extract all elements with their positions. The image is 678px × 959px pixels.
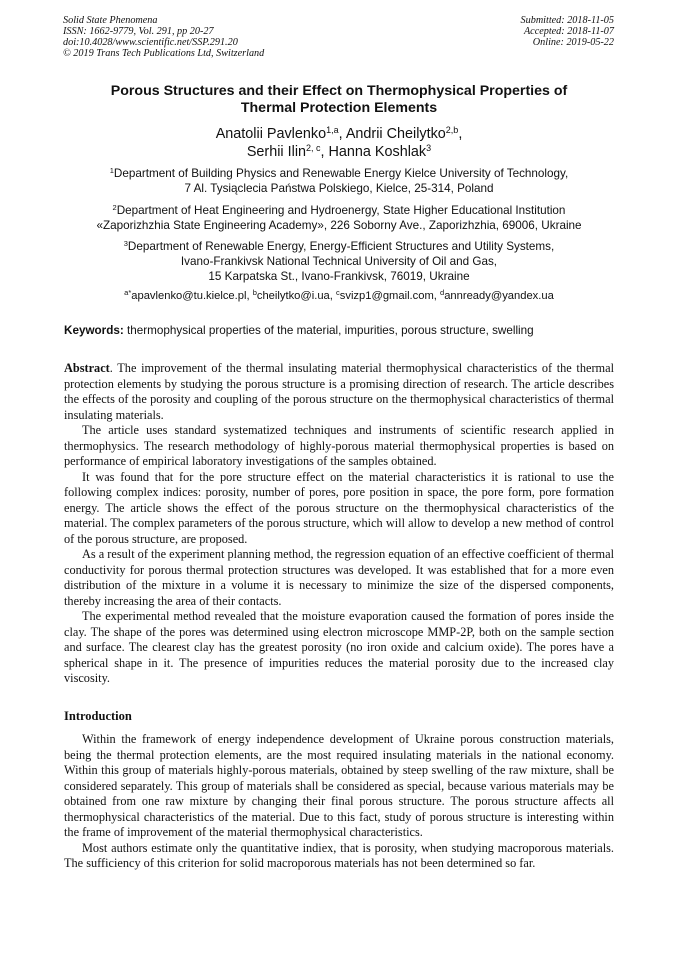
abstract-paragraph: The article uses standard systematized techniques and instruments of scientific research applied in thermophysics. The research methodology of highly-porous material thermophysical properties is based on performance of empirical laboratory investigations of the samples obtained. xyxy=(64,423,614,468)
author-superscript: 1,a xyxy=(326,125,339,135)
email-link: annready@yandex.ua xyxy=(444,290,554,302)
introduction xyxy=(64,732,614,872)
author-name: Serhii Ilin xyxy=(246,144,307,160)
abstract-paragraph: It was found that for the pore structure effect on the material characteristics it is rational to use the following complex indices: porosity, number of pores, pore position in space, the pore form, pore formation energy. The article shows the effect of the porous structure on the thermophysical characteristics of the material. The complex parameters of the porous structure, which will allow to develop a new method of control of the porous structure, are proposed. xyxy=(64,469,614,546)
author-superscript: 2,b xyxy=(445,125,459,135)
submitted-date: Submitted: 2018-11-05 xyxy=(520,15,614,26)
introduction-heading: Introduction xyxy=(64,709,132,723)
author-superscript: 2, c xyxy=(306,143,321,153)
affiliation-3: $^3$Department of Renewable Energy, Energy-Efficient Structures and Utility Systems, Ivano-Frankivsk National Technical University of Oil and Gas, 15 Karpatska St., Ivano-Frankivsk, 76019, Ukraine xyxy=(123,239,555,283)
online-date: Online: 2019-05-22 xyxy=(532,37,614,48)
journal-doi: doi:10.4028/www.scientific.net/SSP.291.20 xyxy=(63,37,238,48)
keywords-label: Keywords: xyxy=(64,324,124,337)
introduction-paragraph: Most authors estimate only the quantitative indiex, that is porosity, when studying macroporous materials. The sufficiency of this criterion for solid macroporous materials has not been determined so far. xyxy=(64,840,614,870)
journal-issn: ISSN: 1662-9779, Vol. 291, pp 20-27 xyxy=(63,26,214,37)
abstract-paragraph: As a result of the experiment planning method, the regression equation of an effective coefficient of thermal conductivity for porous thermal protection structures was developed. It was established that for a more even distribution of the mixture in a volume it is necessary to minimize the size of the dispersed components, thereby increasing the area of their contacts. xyxy=(64,547,614,608)
abstract xyxy=(64,361,614,687)
accepted-date: Accepted: 2018-11-07 xyxy=(523,26,614,37)
author-superscript: 3 xyxy=(426,143,432,153)
affiliation-2: $^2$Department of Heat Engineering and Hydroenergy, State Higher Educational Institution «Zaporizhzhia State Engineering Academy», 226 Soborny Ave., Zaporizhzhia, 69006, Ukraine xyxy=(96,203,582,232)
dates-header xyxy=(521,15,614,48)
email-link: svizp1@gmail.com, xyxy=(339,290,441,302)
journal-name: Solid State Phenomena xyxy=(63,15,158,26)
abstract-paragraph: The experimental method revealed that the moisture evaporation caused the formation of pores inside the clay. The shape of the pores was determined using electron microscope MMP-2P, both on the sample section and surface. The clearest clay has the greatest porosity (no iron oxide and calcium oxide). The pores have a spherical shape in it. The presence of impurities reduces the material porosity due to the increased clay viscosity. xyxy=(64,609,614,685)
title-line-2: Thermal Protection Elements xyxy=(240,100,438,116)
author-list: Anatolii Pavlenko$^{1,a}$, Andrii Cheilytko$^{2,b}$, Serhii Ilin$^{2, c}$, Hanna Koshlak$^3$ xyxy=(215,125,463,160)
introduction-paragraph: Within the framework of energy independence development of Ukraine porous construction materials, being the thermal protection elements, are the most required insulating materials in the national economy. Within this group of materials highly-porous materials, obtained by steep swelling of the raw mixture, shall be considered separately. This group of materials shall be considered as special, because various materials may be obtained from one raw mixture by changing their final porous structure. The porous structure affects all thermophysical characteristics of the material. Due to this fact, study of porous structure is interesting within the frame of improvement of the material thermophysical characteristics. xyxy=(64,732,614,839)
affiliation-1: $^1$Department of Building Physics and Renewable Energy Kielce University of Technology, 7 Al. Tysiąclecia Państwa Polskiego, Kielce, 25-314, Poland xyxy=(109,166,569,195)
author-name: Hanna Koshlak xyxy=(328,144,427,160)
paper-title xyxy=(40,83,638,117)
title-line-1: Porous Structures and their Effect on Thermophysical Properties of xyxy=(110,83,568,99)
author-name: Anatolii Pavlenko xyxy=(215,126,327,142)
journal-header xyxy=(63,15,264,59)
abstract-label: Abstract xyxy=(64,361,110,375)
author-name: Andrii Cheilytko xyxy=(345,126,446,142)
journal-copyright: © 2019 Trans Tech Publications Ltd, Switzerland xyxy=(63,48,265,59)
author-emails: $^{a*}$apavlenko@tu.kielce.pl, $^b$cheilytko@i.ua, $^c$svizp1@gmail.com, $^d$annready@yandex.ua xyxy=(124,288,554,302)
keywords-text: thermophysical properties of the material, impurities, porous structure, swelling xyxy=(123,324,534,337)
keywords xyxy=(64,323,616,338)
email-link: cheilytko@i.ua, xyxy=(256,290,336,302)
abstract-paragraph: Abstract. The improvement of the thermal insulating material thermophysical characteristics of the thermal protection elements by studying the porous structure is a promising direction of research. The article describes the effects of the porosity and coupling of the porous structure on the thermophysical characteristics of thermal insulating materials. xyxy=(64,361,614,422)
email-link: apavlenko@tu.kielce.pl, xyxy=(131,290,253,302)
